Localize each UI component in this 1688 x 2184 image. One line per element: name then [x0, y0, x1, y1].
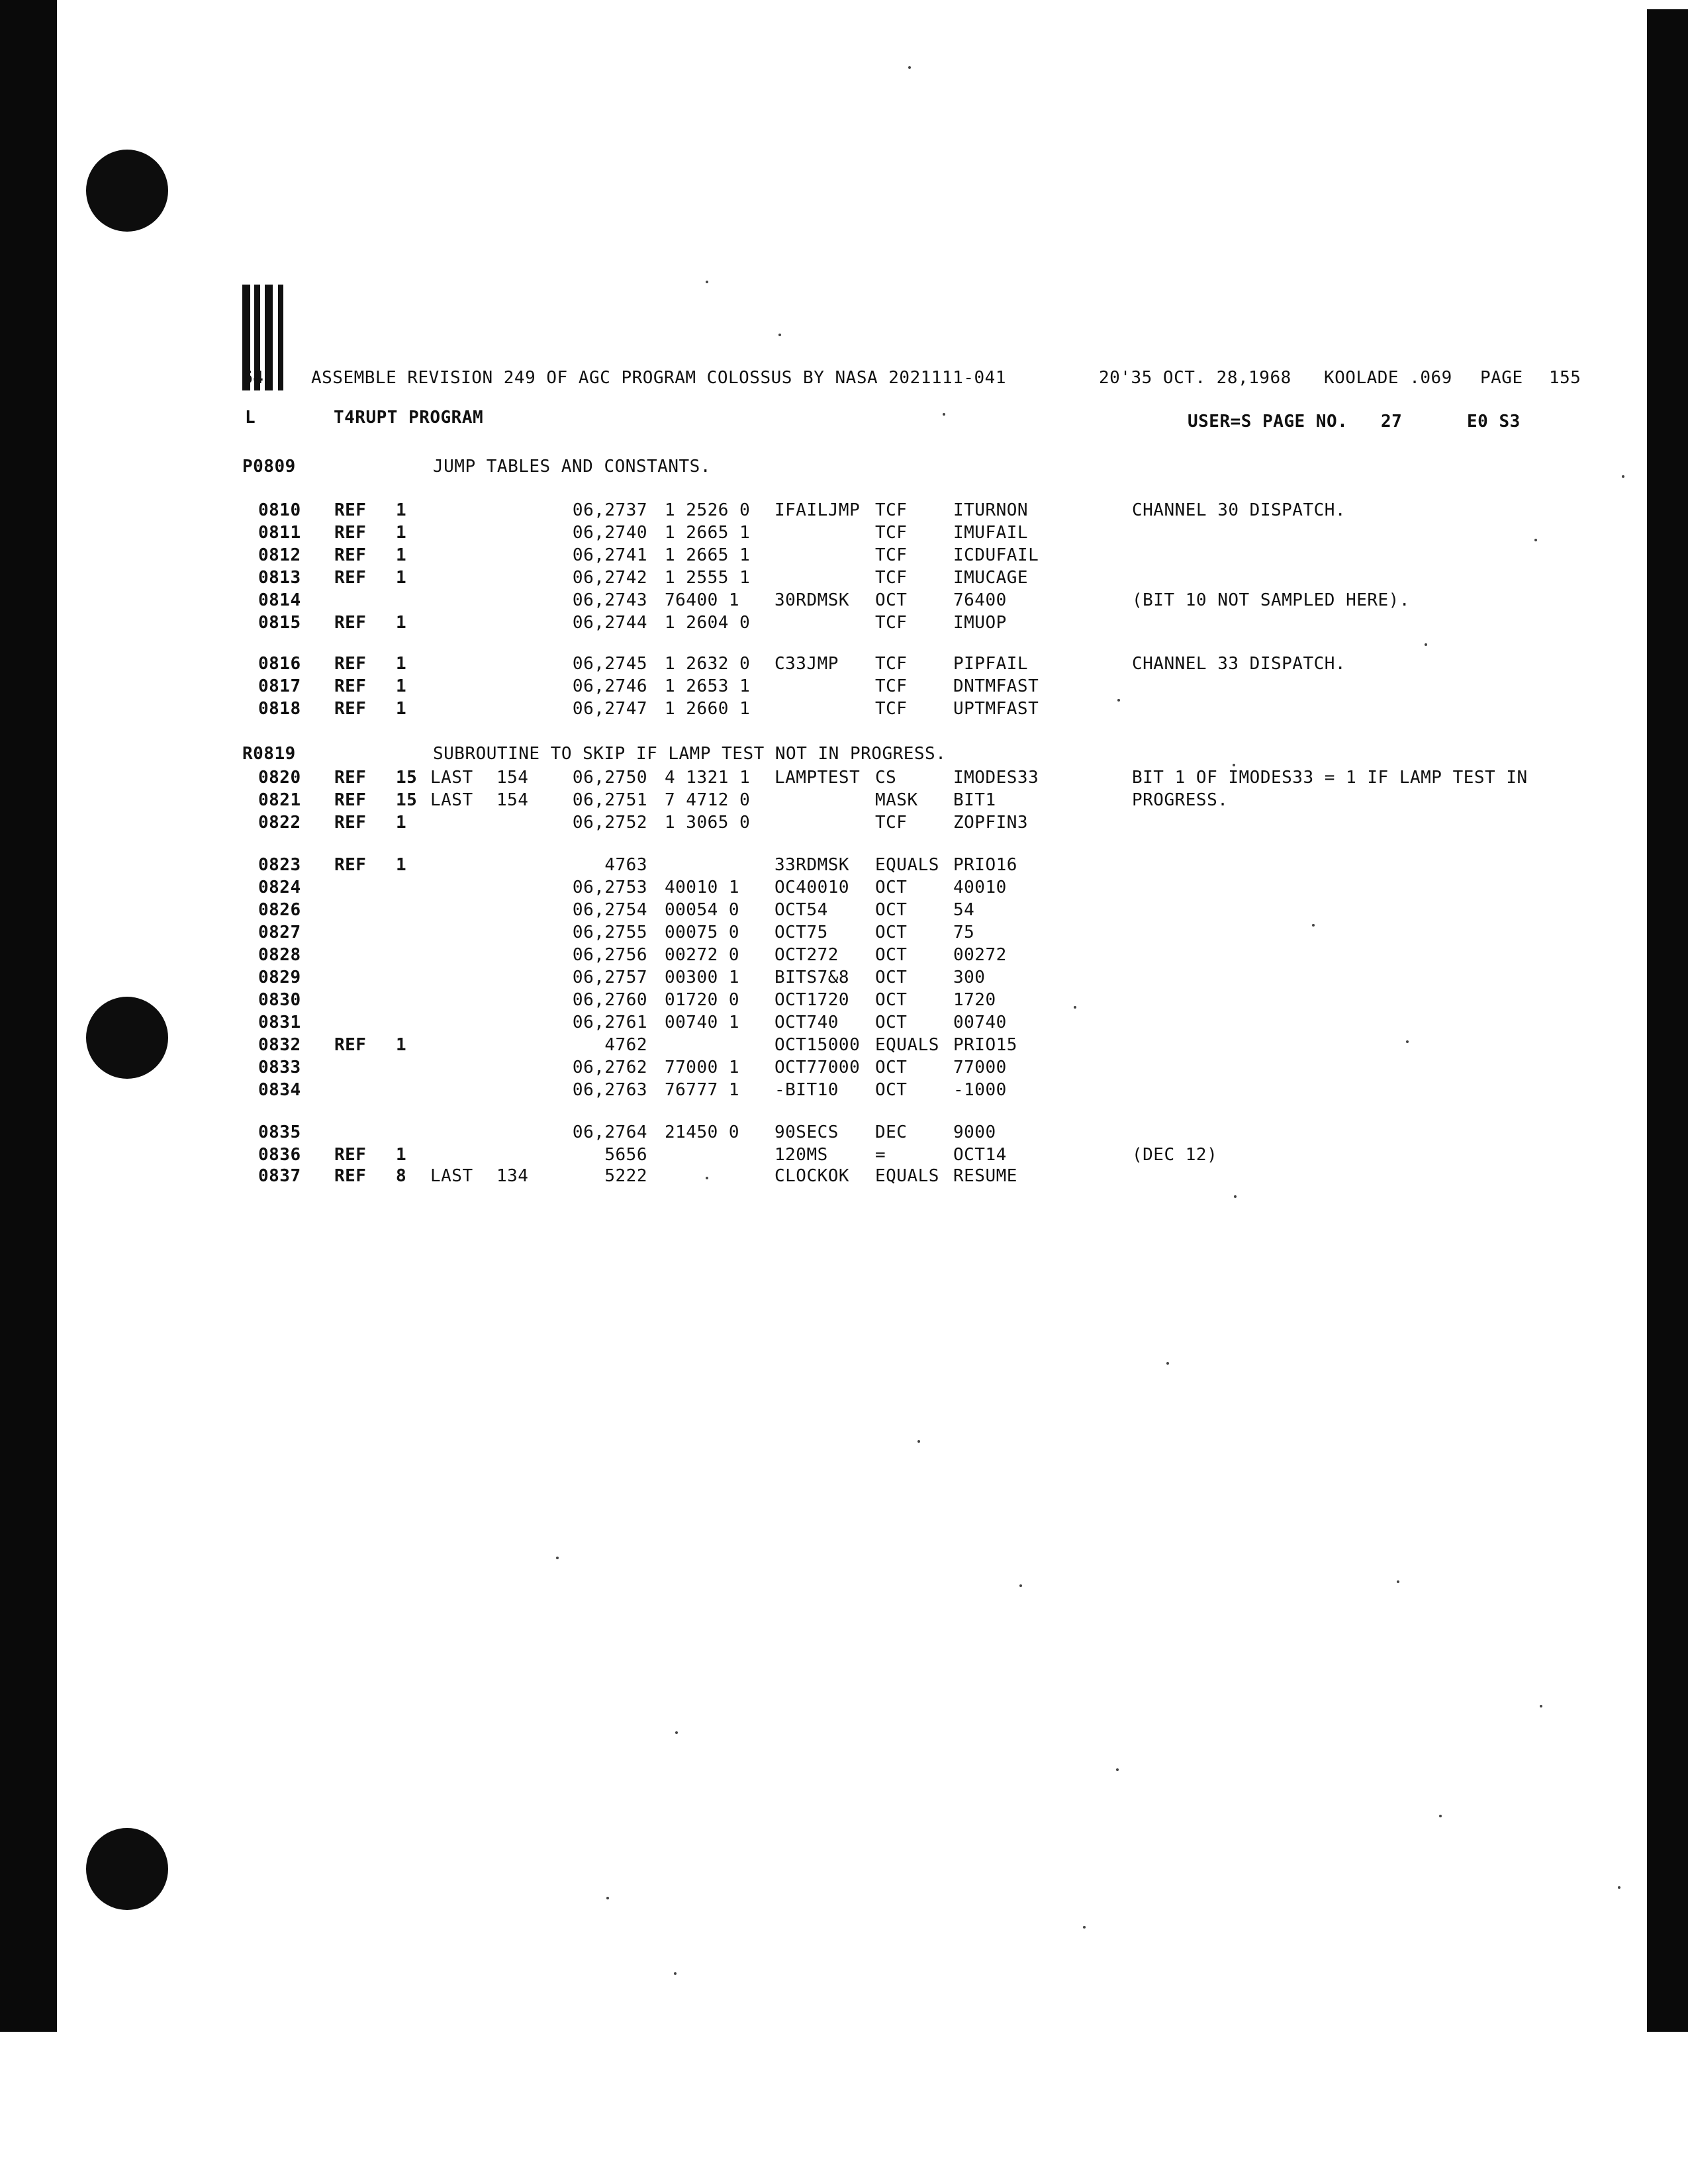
line-number: 0831 [258, 1013, 301, 1032]
scan-speck [1406, 1040, 1409, 1043]
scan-speck [778, 334, 781, 336]
operand: ITURNON [953, 500, 1029, 520]
opcode: OCT [875, 990, 908, 1010]
punch-hole-bottom [86, 1828, 168, 1910]
octal-word: 77000 1 [665, 1058, 740, 1077]
last-marker: LAST [430, 1166, 473, 1186]
address: 06,2750 [572, 768, 647, 788]
symbol-label: BITS7&8 [774, 968, 850, 987]
listing-timestamp: 20'35 OCT. 28,1968 [1099, 368, 1291, 388]
line-number: 0827 [258, 923, 301, 942]
scan-speck [917, 1440, 920, 1443]
section-title: SUBROUTINE TO SKIP IF LAMP TEST NOT IN PROGRESS. [433, 744, 947, 764]
log-section-title: T4RUPT PROGRAM [334, 408, 484, 428]
opcode: DEC [875, 1122, 908, 1142]
symbol-label: OC40010 [774, 878, 850, 897]
scan-speck [908, 66, 911, 69]
ref-count: 1 [396, 523, 407, 543]
octal-word: 1 3065 0 [665, 813, 751, 833]
line-number: 0817 [258, 676, 301, 696]
operand: IMUFAIL [953, 523, 1029, 543]
address: 06,2760 [572, 990, 647, 1010]
line-number: 0823 [258, 855, 301, 875]
address: 06,2744 [572, 613, 647, 633]
symbol-label: 90SECS [774, 1122, 839, 1142]
ref-marker: REF [334, 523, 367, 543]
address: 06,2762 [572, 1058, 647, 1077]
symbol-label: 33RDMSK [774, 855, 850, 875]
symbol-label: CLOCKOK [774, 1166, 850, 1186]
ref-count: 1 [396, 1035, 407, 1055]
ref-count: 1 [396, 545, 407, 565]
line-number: 0828 [258, 945, 301, 965]
address: 06,2742 [572, 568, 647, 588]
last-marker: LAST [430, 790, 473, 810]
punch-hole-top [86, 150, 168, 232]
scan-speck [1622, 475, 1624, 478]
comment: (DEC 12) [1132, 1145, 1218, 1165]
address: 06,2751 [572, 790, 647, 810]
symbol-label: C33JMP [774, 654, 839, 674]
octal-word: 00054 0 [665, 900, 740, 920]
ref-marker: REF [334, 768, 367, 788]
scan-speck [1166, 1362, 1169, 1365]
line-number: 0814 [258, 590, 301, 610]
scan-speck [1117, 699, 1120, 702]
octal-word: 76777 1 [665, 1080, 740, 1100]
operand: -1000 [953, 1080, 1007, 1100]
scan-speck [1618, 1886, 1620, 1889]
ref-marker: REF [334, 545, 367, 565]
address: 06,2764 [572, 1122, 647, 1142]
ref-marker: REF [334, 790, 367, 810]
scan-speck [1083, 1926, 1086, 1929]
symbol-label: OCT77000 [774, 1058, 861, 1077]
line-number: 0821 [258, 790, 301, 810]
opcode: OCT [875, 923, 908, 942]
listing-user: KOOLADE .069 [1324, 368, 1452, 388]
symbol-label: LAMPTEST [774, 768, 861, 788]
address: 06,2756 [572, 945, 647, 965]
ref-count: 15 [396, 768, 418, 788]
ref-marker: REF [334, 813, 367, 833]
comment: PROGRESS. [1132, 790, 1229, 810]
line-number: 0830 [258, 990, 301, 1010]
address: 06,2754 [572, 900, 647, 920]
ref-marker: REF [334, 568, 367, 588]
octal-word: 1 2665 1 [665, 523, 751, 543]
operand: 00740 [953, 1013, 1007, 1032]
operand: PIPFAIL [953, 654, 1029, 674]
comment: BIT 1 OF IMODES33 = 1 IF LAMP TEST IN [1132, 768, 1528, 788]
ref-count: 1 [396, 855, 407, 875]
address: 06,2753 [572, 878, 647, 897]
last-page: 154 [496, 790, 529, 810]
address: 06,2763 [572, 1080, 647, 1100]
operand: IMUCAGE [953, 568, 1029, 588]
ref-count: 1 [396, 699, 407, 719]
last-page: 134 [496, 1166, 529, 1186]
ref-count: 1 [396, 613, 407, 633]
section-title: JUMP TABLES AND CONSTANTS. [433, 457, 711, 477]
line-number: 0832 [258, 1035, 301, 1055]
opcode: TCF [875, 613, 908, 633]
scan-speck [1439, 1815, 1442, 1817]
octal-word: 00740 1 [665, 1013, 740, 1032]
ref-count: 1 [396, 813, 407, 833]
operand: 40010 [953, 878, 1007, 897]
operand: 00272 [953, 945, 1007, 965]
octal-word: 1 2653 1 [665, 676, 751, 696]
operand: 1720 [953, 990, 996, 1010]
opcode: = [875, 1145, 886, 1165]
comment: (BIT 10 NOT SAMPLED HERE). [1132, 590, 1410, 610]
octal-word: 1 2665 1 [665, 545, 751, 565]
opcode: OCT [875, 1013, 908, 1032]
operand: 75 [953, 923, 975, 942]
symbol-label: IFAILJMP [774, 500, 861, 520]
address: 06,2755 [572, 923, 647, 942]
scan-speck [1019, 1584, 1022, 1587]
scan-speck [1540, 1705, 1542, 1707]
opcode: OCT [875, 945, 908, 965]
scan-speck [706, 281, 708, 283]
scan-speck [1116, 1768, 1119, 1771]
last-marker: LAST [430, 768, 473, 788]
line-number: 0815 [258, 613, 301, 633]
opcode: EQUALS [875, 1035, 939, 1055]
opcode: TCF [875, 676, 908, 696]
line-number: 0829 [258, 968, 301, 987]
ref-marker: REF [334, 500, 367, 520]
address: 5222 [604, 1166, 647, 1186]
opcode: TCF [875, 500, 908, 520]
octal-word: 1 2604 0 [665, 613, 751, 633]
symbol-label: OCT272 [774, 945, 839, 965]
opcode: TCF [875, 568, 908, 588]
address: 06,2740 [572, 523, 647, 543]
operand: DNTMFAST [953, 676, 1039, 696]
operand: UPTMFAST [953, 699, 1039, 719]
line-number: 0826 [258, 900, 301, 920]
line-number: 0813 [258, 568, 301, 588]
operand: ZOPFIN3 [953, 813, 1029, 833]
scan-speck [675, 1731, 678, 1734]
symbol-label: OCT1720 [774, 990, 850, 1010]
section-id: R0819 [242, 744, 296, 764]
opcode: TCF [875, 654, 908, 674]
last-page: 154 [496, 768, 529, 788]
opcode: EQUALS [875, 855, 939, 875]
opcode: TCF [875, 699, 908, 719]
opcode: TCF [875, 523, 908, 543]
symbol-label: OCT54 [774, 900, 828, 920]
symbol-label: OCT75 [774, 923, 828, 942]
opcode: OCT [875, 878, 908, 897]
octal-word: 4 1321 1 [665, 768, 751, 788]
ref-marker: REF [334, 1145, 367, 1165]
ref-count: 15 [396, 790, 418, 810]
operand: 76400 [953, 590, 1007, 610]
address: 4763 [604, 855, 647, 875]
address: 5656 [604, 1145, 647, 1165]
line-number: 0812 [258, 545, 301, 565]
scan-speck [606, 1897, 609, 1899]
ref-count: 1 [396, 654, 407, 674]
comment: CHANNEL 33 DISPATCH. [1132, 654, 1346, 674]
octal-word: 01720 0 [665, 990, 740, 1010]
line-number: 0816 [258, 654, 301, 674]
address: 4762 [604, 1035, 647, 1055]
line-number: 0835 [258, 1122, 301, 1142]
opcode: MASK [875, 790, 918, 810]
operand: RESUME [953, 1166, 1017, 1186]
scan-speck [706, 1177, 708, 1179]
ref-marker: REF [334, 1166, 367, 1186]
operand: ICDUFAIL [953, 545, 1039, 565]
symbol-label: 30RDMSK [774, 590, 850, 610]
section-id: P0809 [242, 457, 296, 477]
ref-count: 1 [396, 568, 407, 588]
opcode: OCT [875, 1080, 908, 1100]
opcode: OCT [875, 968, 908, 987]
symbol-label: OCT740 [774, 1013, 839, 1032]
ref-marker: REF [334, 855, 367, 875]
octal-word: 00300 1 [665, 968, 740, 987]
scan-border-right [1647, 9, 1688, 2032]
opcode: EQUALS [875, 1166, 939, 1186]
operand: 54 [953, 900, 975, 920]
scan-speck [1425, 643, 1427, 646]
user-page-number: 27 [1381, 412, 1403, 432]
ref-marker: REF [334, 613, 367, 633]
ref-count: 1 [396, 500, 407, 520]
page-number: 155 [1549, 368, 1581, 388]
octal-word: 1 2660 1 [665, 699, 751, 719]
line-number: 0834 [258, 1080, 301, 1100]
symbol-label: OCT15000 [774, 1035, 861, 1055]
listing-title: ASSEMBLE REVISION 249 OF AGC PROGRAM COLOSSUS BY NASA 2021111-041 [311, 368, 1006, 388]
address: 06,2761 [572, 1013, 647, 1032]
octal-word: 1 2526 0 [665, 500, 751, 520]
opcode: OCT [875, 1058, 908, 1077]
punch-hole-middle [86, 997, 168, 1079]
octal-word: 76400 1 [665, 590, 740, 610]
octal-word: 1 2555 1 [665, 568, 751, 588]
user-page-label: USER=S PAGE NO. [1188, 412, 1348, 432]
operand: 77000 [953, 1058, 1007, 1077]
line-number: 0820 [258, 768, 301, 788]
operand: IMODES33 [953, 768, 1039, 788]
opcode: OCT [875, 900, 908, 920]
scan-speck [1397, 1580, 1399, 1583]
line-number: 0811 [258, 523, 301, 543]
octal-word: 00075 0 [665, 923, 740, 942]
page-code: E0 S3 [1467, 412, 1521, 432]
opcode: TCF [875, 813, 908, 833]
address: 06,2745 [572, 654, 647, 674]
operand: IMUOP [953, 613, 1007, 633]
line-number: 0824 [258, 878, 301, 897]
scan-speck [943, 413, 945, 416]
address: 06,2737 [572, 500, 647, 520]
scan-border-left [0, 0, 57, 2032]
page-mark-number: 64 [242, 368, 264, 388]
operand: PRIO15 [953, 1035, 1017, 1055]
scan-speck [674, 1972, 677, 1975]
log-letter: L [245, 408, 256, 428]
line-number: 0833 [258, 1058, 301, 1077]
operand: 300 [953, 968, 986, 987]
symbol-label: -BIT10 [774, 1080, 839, 1100]
address: 06,2757 [572, 968, 647, 987]
ref-count: 1 [396, 1145, 407, 1165]
octal-word: 7 4712 0 [665, 790, 751, 810]
scan-speck [1234, 1195, 1237, 1198]
symbol-label: 120MS [774, 1145, 828, 1165]
line-number: 0810 [258, 500, 301, 520]
ref-marker: REF [334, 1035, 367, 1055]
operand: OCT14 [953, 1145, 1007, 1165]
scan-speck [1074, 1006, 1076, 1009]
octal-word: 1 2632 0 [665, 654, 751, 674]
line-number: 0836 [258, 1145, 301, 1165]
scan-speck [1233, 764, 1235, 766]
address: 06,2741 [572, 545, 647, 565]
address: 06,2752 [572, 813, 647, 833]
ref-marker: REF [334, 676, 367, 696]
octal-word: 21450 0 [665, 1122, 740, 1142]
line-number: 0837 [258, 1166, 301, 1186]
comment: CHANNEL 30 DISPATCH. [1132, 500, 1346, 520]
ref-marker: REF [334, 654, 367, 674]
line-number: 0818 [258, 699, 301, 719]
scan-speck [556, 1557, 559, 1559]
operand: PRIO16 [953, 855, 1017, 875]
address: 06,2747 [572, 699, 647, 719]
operand: 9000 [953, 1122, 996, 1142]
scan-speck [1312, 924, 1315, 927]
address: 06,2746 [572, 676, 647, 696]
scan-speck [1534, 539, 1537, 541]
octal-word: 40010 1 [665, 878, 740, 897]
operand: BIT1 [953, 790, 996, 810]
opcode: OCT [875, 590, 908, 610]
ref-count: 1 [396, 676, 407, 696]
page-label: PAGE [1480, 368, 1523, 388]
address: 06,2743 [572, 590, 647, 610]
ref-count: 8 [396, 1166, 407, 1186]
opcode: CS [875, 768, 897, 788]
opcode: TCF [875, 545, 908, 565]
line-number: 0822 [258, 813, 301, 833]
ref-marker: REF [334, 699, 367, 719]
octal-word: 00272 0 [665, 945, 740, 965]
